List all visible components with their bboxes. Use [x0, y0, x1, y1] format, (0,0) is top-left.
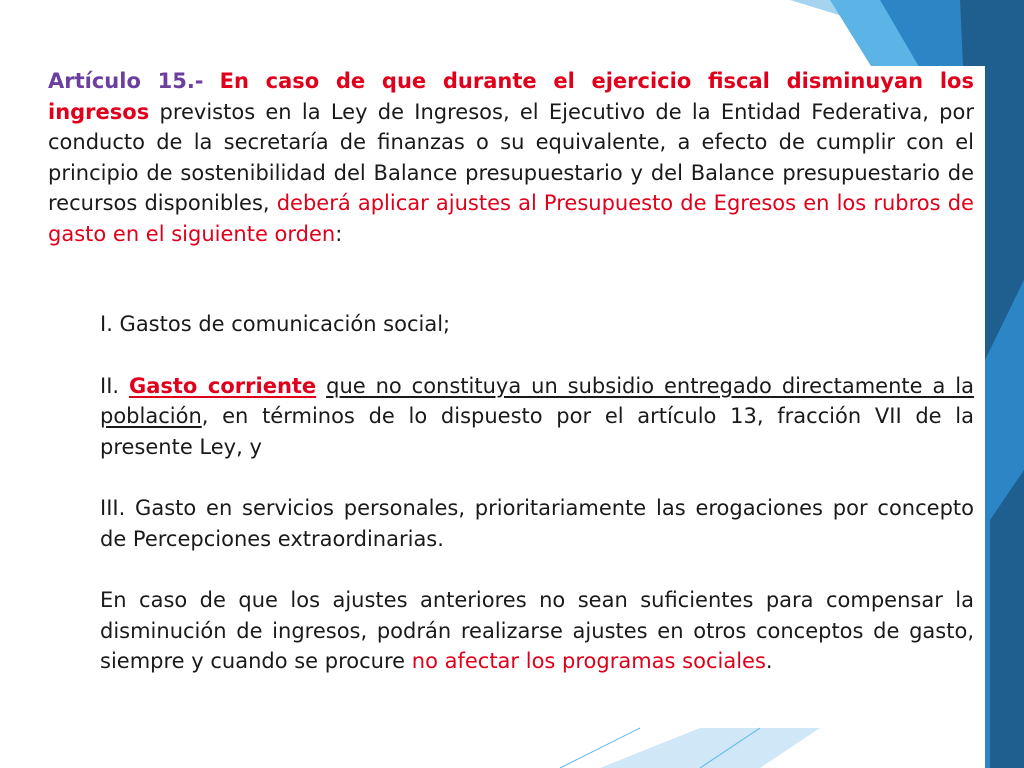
article-lead-2: ingresos — [48, 99, 150, 124]
item-2-underlined: que no constituya un subsidio entregado directamente a la población — [100, 373, 974, 428]
decor-bottom-light — [600, 728, 820, 768]
list-item — [100, 493, 974, 554]
items-list — [100, 309, 974, 677]
list-item — [100, 585, 974, 677]
item-1-text: I. Gastos de comunicación social; — [100, 312, 451, 336]
list-item — [100, 371, 974, 463]
article-label: Artículo 15.- — [48, 69, 204, 93]
item-4-highlight: no afectar los programas sociales — [411, 649, 766, 673]
article-highlight: deberá aplicar ajustes al Presupuesto de Egresos en los rubros de gasto en el siguiente orden — [48, 191, 974, 246]
article-end: : — [335, 221, 343, 246]
article-intro — [48, 66, 974, 249]
article-body: previstos en la Ley de Ingresos, el Ejecutivo de la Entidad Federativa, por conducto de la secretaría de finanzas o su equivalente, a efecto de cumplir con el principio de sostenibilidad del Balance presupuestario y del Balance presupuestario de recursos disponibles, — [48, 99, 974, 215]
article-text — [48, 66, 974, 677]
item-2-highlight: Gasto corriente — [128, 373, 317, 398]
item-2-prefix: II. — [100, 373, 120, 398]
list-item — [100, 309, 974, 340]
decor-right-bottom — [990, 470, 1024, 768]
item-4-end: . — [765, 649, 773, 673]
article-lead: En caso de que durante el ejercicio fiscal disminuyan los — [219, 69, 974, 93]
item-2-suffix: , en términos de lo dispuesto por el artículo 13, fracción VII de la presente Ley, y — [100, 404, 974, 459]
decor-left-edge — [0, 700, 38, 728]
item-3-text: III. Gasto en servicios personales, prioritariamente las erogaciones por concepto de Percepciones extraordinarias. — [100, 496, 974, 551]
item-4-text: En caso de que los ajustes anteriores no sean suficientes para compensar la disminución de ingresos, podrán realizarse ajustes en otros conceptos de gasto, siempre y cuando se procure — [100, 588, 974, 673]
